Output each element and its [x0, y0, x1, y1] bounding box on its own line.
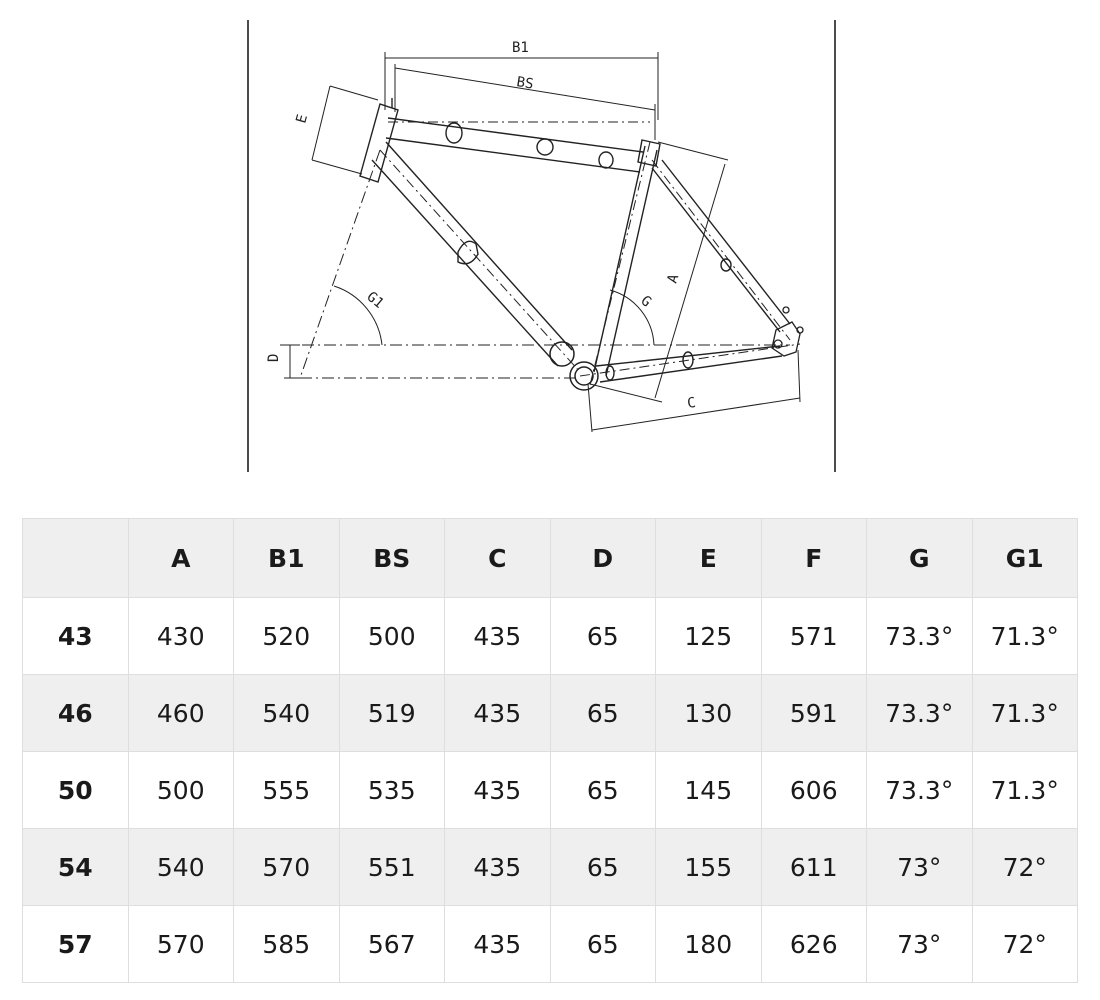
table-cell: 65	[550, 598, 656, 675]
table-cell: 125	[656, 598, 762, 675]
table-cell: 500	[128, 752, 234, 829]
col-header-d: D	[550, 519, 656, 598]
corner-cell	[23, 519, 129, 598]
table-cell: 435	[445, 906, 551, 983]
bs-label: BS	[515, 74, 535, 93]
a-label: A	[664, 272, 683, 286]
table-cell: 567	[339, 906, 445, 983]
col-header-b1: B1	[234, 519, 340, 598]
table-cell: 145	[656, 752, 762, 829]
col-header-c: C	[445, 519, 551, 598]
g1-angle	[300, 150, 382, 378]
col-header-a: A	[128, 519, 234, 598]
table-cell: 71.3°	[972, 675, 1078, 752]
chain-stay	[580, 344, 800, 382]
table-cell: 585	[234, 906, 340, 983]
table-cell: 435	[445, 752, 551, 829]
row-size-label: 50	[23, 752, 129, 829]
down-tube	[372, 142, 580, 372]
top-tube	[386, 118, 650, 172]
b1-label: B1	[512, 40, 529, 56]
table-cell: 570	[234, 829, 340, 906]
table-row	[23, 752, 1078, 829]
table-cell: 73.3°	[867, 752, 973, 829]
table-cell: 460	[128, 675, 234, 752]
table-cell: 65	[550, 752, 656, 829]
table-cell: 500	[339, 598, 445, 675]
table-row	[23, 829, 1078, 906]
table-row	[23, 598, 1078, 675]
table-cell: 73.3°	[867, 675, 973, 752]
g-label: G	[637, 292, 655, 311]
d-label: D	[266, 353, 282, 362]
reference-lines	[280, 345, 790, 378]
d-dimension	[284, 345, 300, 378]
table-header-row	[23, 519, 1078, 598]
c-label: C	[686, 394, 697, 412]
table-cell: 520	[234, 598, 340, 675]
col-header-f: F	[761, 519, 867, 598]
g1-label: G1	[363, 288, 387, 312]
table-cell: 435	[445, 598, 551, 675]
table-cell: 65	[550, 829, 656, 906]
frame-geometry-diagram	[0, 0, 1100, 480]
table-cell: 73°	[867, 906, 973, 983]
seat-tube	[590, 140, 660, 385]
table-cell: 611	[761, 829, 867, 906]
table-cell: 155	[656, 829, 762, 906]
row-size-label: 43	[23, 598, 129, 675]
table-cell: 540	[234, 675, 340, 752]
table-cell: 72°	[972, 906, 1078, 983]
table-cell: 591	[761, 675, 867, 752]
table-cell: 65	[550, 675, 656, 752]
table-cell: 551	[339, 829, 445, 906]
row-size-label: 54	[23, 829, 129, 906]
table-cell: 571	[761, 598, 867, 675]
table-row	[23, 675, 1078, 752]
col-header-bs: BS	[339, 519, 445, 598]
table-cell: 71.3°	[972, 598, 1078, 675]
table-cell: 65	[550, 906, 656, 983]
table-cell: 435	[445, 675, 551, 752]
table-cell: 73.3°	[867, 598, 973, 675]
rear-dropout	[772, 307, 803, 356]
e-dimension	[312, 86, 378, 174]
table-cell: 570	[128, 906, 234, 983]
table-cell: 626	[761, 906, 867, 983]
geometry-table	[22, 518, 1078, 983]
e-label: E	[293, 112, 312, 126]
a-dimension	[590, 142, 728, 402]
head-tube	[360, 98, 398, 182]
table-cell: 555	[234, 752, 340, 829]
col-header-g: G	[867, 519, 973, 598]
table-cell: 71.3°	[972, 752, 1078, 829]
table-cell: 435	[445, 829, 551, 906]
table-cell: 130	[656, 675, 762, 752]
table-cell: 606	[761, 752, 867, 829]
table-row	[23, 906, 1078, 983]
table-cell: 519	[339, 675, 445, 752]
table-cell: 73°	[867, 829, 973, 906]
table-cell: 535	[339, 752, 445, 829]
col-header-e: E	[656, 519, 762, 598]
table-cell: 430	[128, 598, 234, 675]
seat-stay	[652, 160, 790, 340]
table-cell: 540	[128, 829, 234, 906]
row-size-label: 46	[23, 675, 129, 752]
col-header-g1: G1	[972, 519, 1078, 598]
table-cell: 72°	[972, 829, 1078, 906]
row-size-label: 57	[23, 906, 129, 983]
table-cell: 180	[656, 906, 762, 983]
